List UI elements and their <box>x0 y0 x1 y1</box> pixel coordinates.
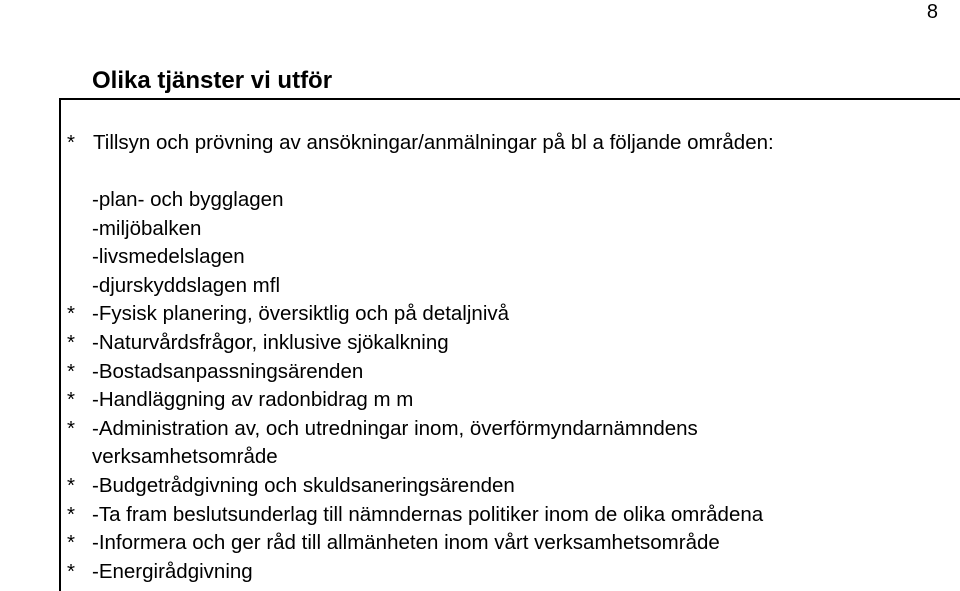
list-item <box>67 215 763 244</box>
list-item-text: -Naturvårdsfrågor, inklusive sjökalkning <box>92 330 449 354</box>
bullet-star: * <box>67 302 75 326</box>
list-item-text: -Budgetrådgivning och skuldsaneringsärenden <box>92 473 515 497</box>
section-heading: Olika tjänster vi utför <box>92 67 333 94</box>
list-item-text: -plan- och bygglagen <box>92 188 284 211</box>
list-item <box>67 529 763 558</box>
list-item <box>67 415 763 444</box>
list-item-text: -Handläggning av radonbidrag m m <box>92 388 414 412</box>
list-item <box>67 358 763 387</box>
list-item-text: verksamhetsområde <box>92 445 278 469</box>
bullet-star: * <box>67 416 75 440</box>
list-item <box>67 501 763 530</box>
bullet-star: * <box>67 131 75 154</box>
list-item-text: -miljöbalken <box>92 216 202 240</box>
list-item-text: -Fysisk planering, översiktlig och på detaljnivå <box>92 302 510 326</box>
intro-text: Tillsyn och prövning av ansökningar/anmälningar på bl a följande områden: <box>93 131 774 154</box>
list-item <box>67 272 763 301</box>
list-item <box>67 558 763 587</box>
service-list <box>67 186 763 586</box>
page-number: 8 <box>926 1 938 23</box>
list-item-text: -livsmedelslagen <box>92 245 245 269</box>
list-item <box>67 386 763 415</box>
list-item-text: -Energirådgivning <box>92 559 253 583</box>
bullet-star: * <box>67 502 75 526</box>
bullet-star: * <box>67 330 75 354</box>
list-item-text: -Informera och ger råd till allmänheten inom vårt verksamhetsområde <box>92 531 720 555</box>
bullet-star: * <box>67 473 75 497</box>
list-item-text: -Bostadsanpassningsärenden <box>92 359 364 383</box>
list-item <box>67 300 763 329</box>
bullet-star: * <box>67 388 75 412</box>
list-item-text: -Ta fram beslutsunderlag till nämndernas politiker inom de olika områdena <box>92 502 764 526</box>
list-item-text: -Administration av, och utredningar inom, överförmyndarnämndens <box>92 416 698 440</box>
list-item-text: -djurskyddslagen mfl <box>92 273 280 297</box>
list-item <box>67 243 763 272</box>
list-item <box>67 186 763 215</box>
intro-line <box>67 129 774 157</box>
list-item <box>67 472 763 501</box>
bullet-star: * <box>67 559 75 583</box>
bullet-star: * <box>67 531 75 555</box>
list-item <box>67 329 763 358</box>
bullet-star: * <box>67 359 75 383</box>
list-item <box>67 443 763 472</box>
